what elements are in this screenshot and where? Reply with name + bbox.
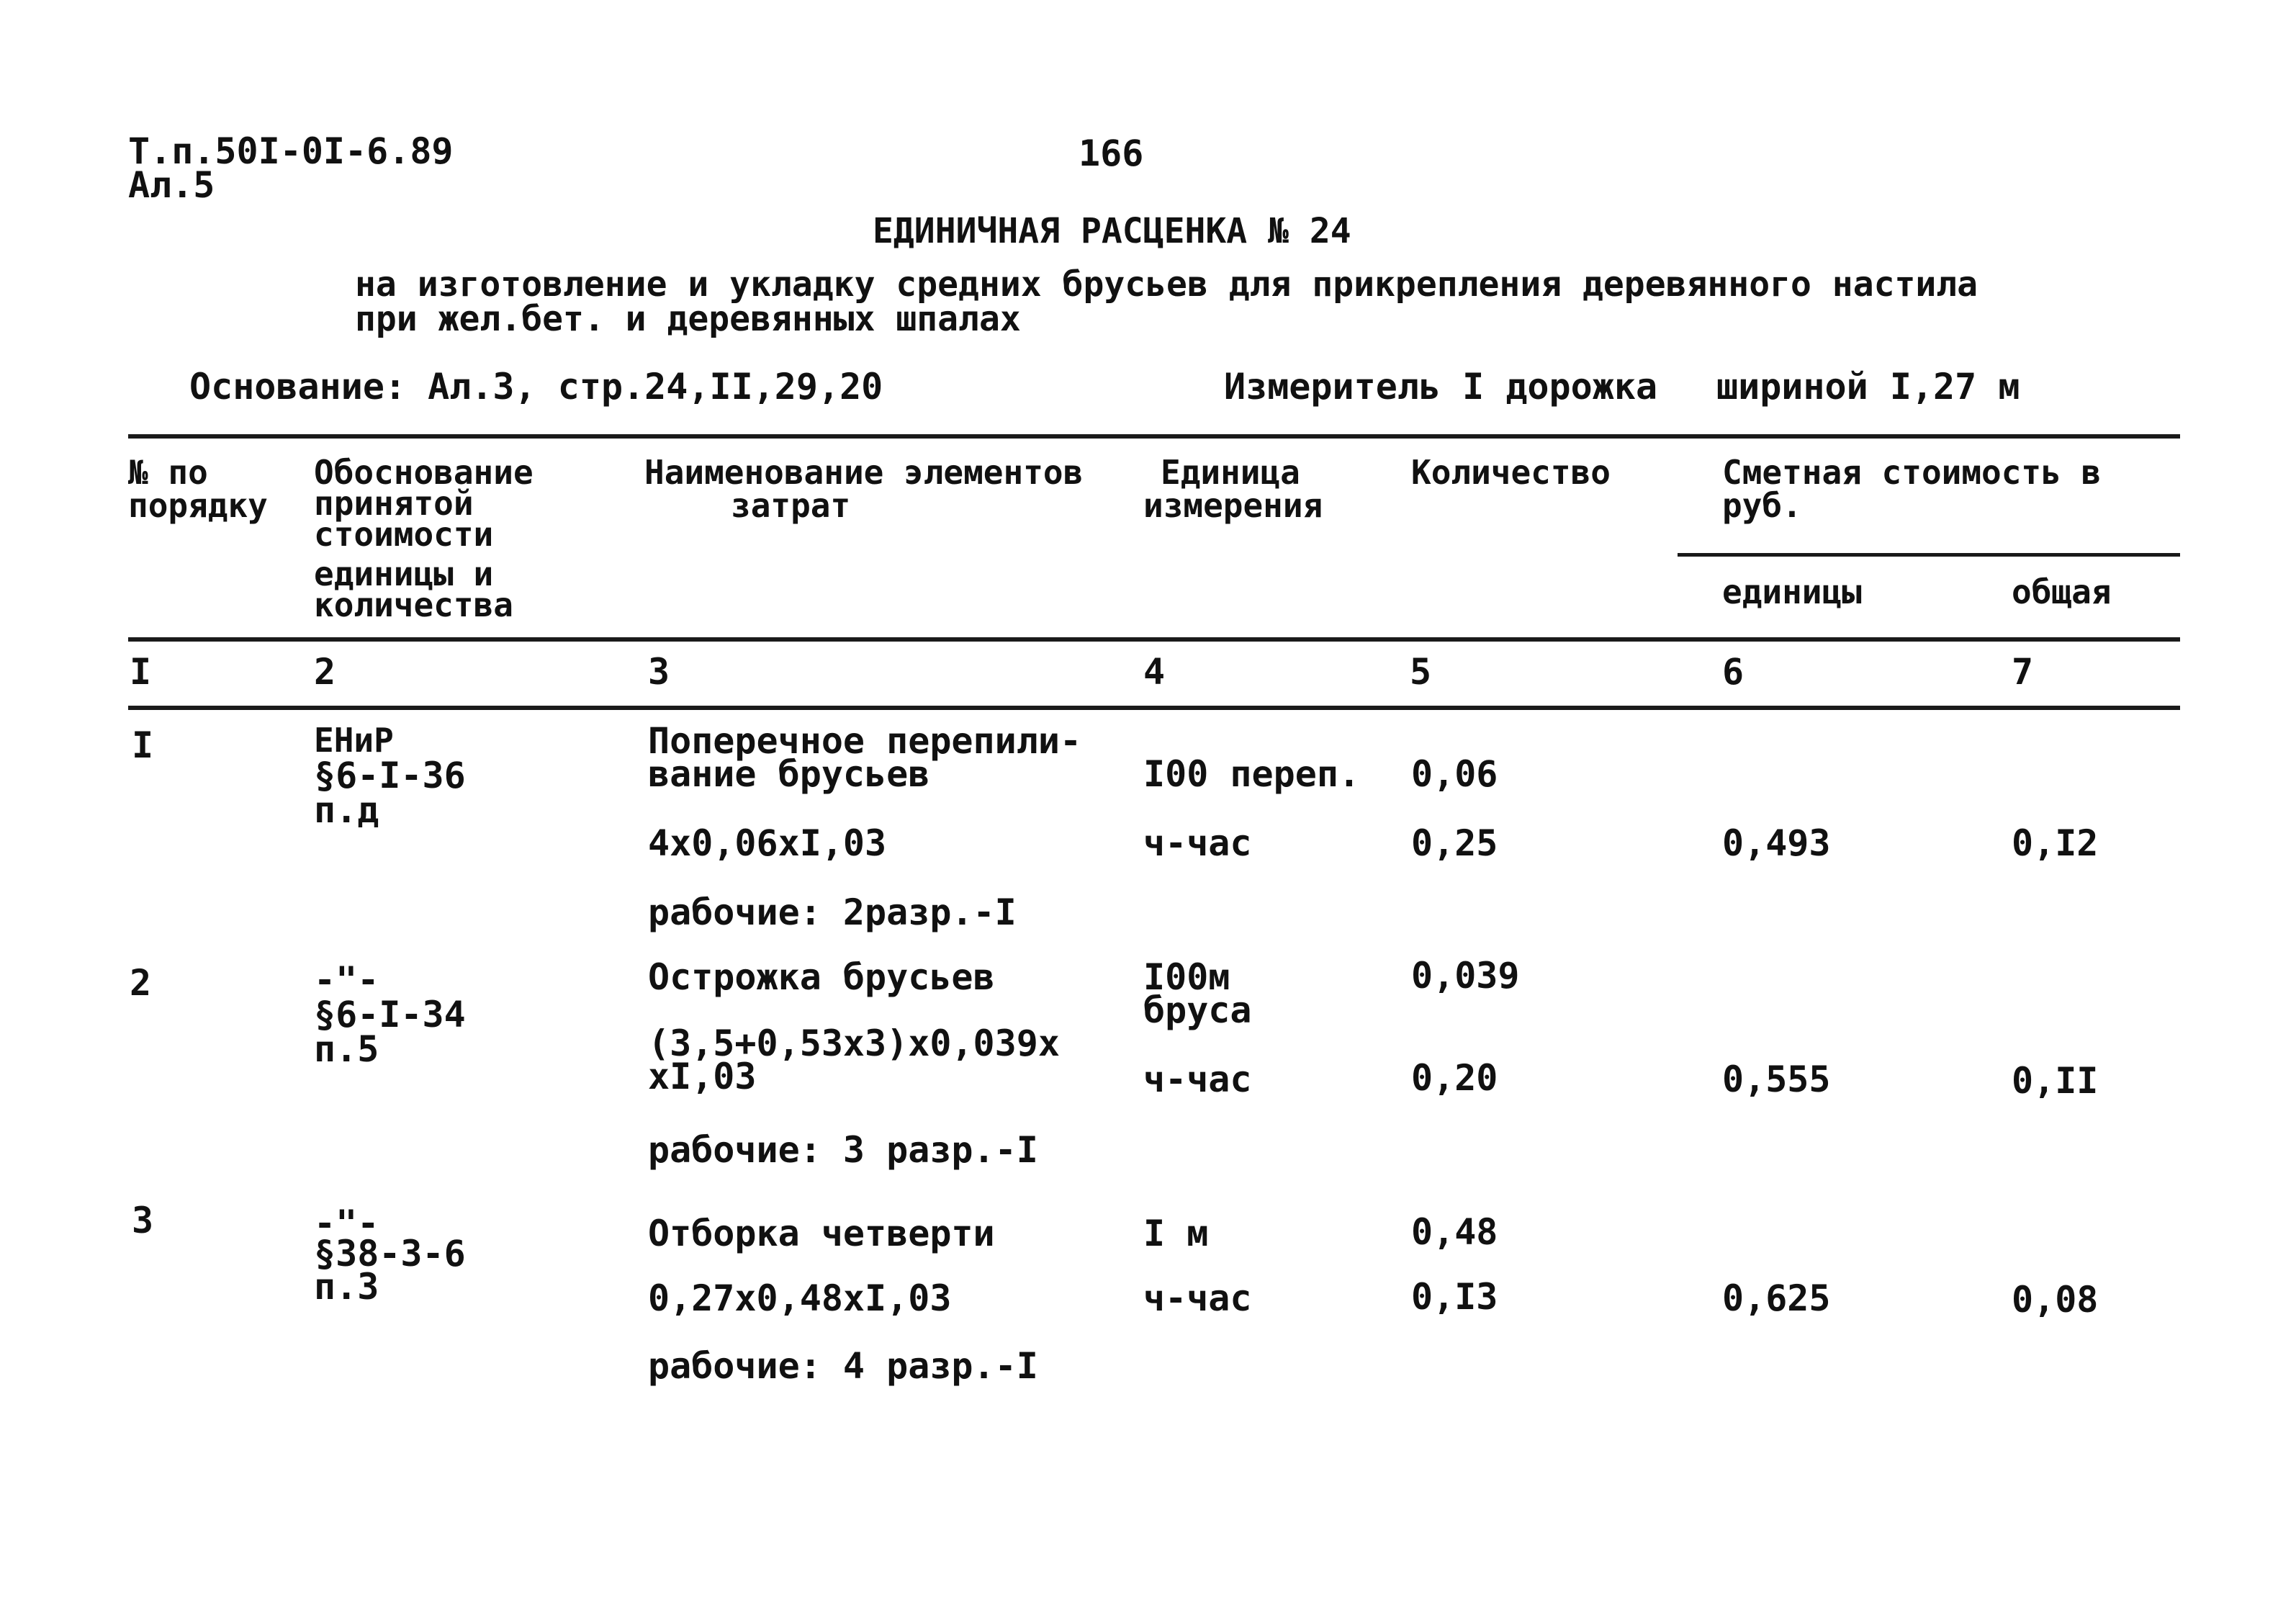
header-name-line2: затрат bbox=[731, 486, 851, 525]
row-basis-line1: -"- bbox=[314, 959, 379, 1001]
row-name-line2: вание брусьев bbox=[648, 753, 930, 795]
row-name-line1: Отборка четверти bbox=[648, 1213, 995, 1254]
row-calc-unit: ч-час bbox=[1143, 822, 1252, 864]
row-workers: рабочие: 4 разр.-I bbox=[648, 1345, 1038, 1387]
col-number-1: I bbox=[130, 651, 152, 693]
header-basis-line2: принятой bbox=[314, 484, 474, 523]
basis-line: Основание: Ал.3, стр.24,II,29,20 bbox=[189, 366, 883, 408]
row-unit: I м bbox=[1143, 1213, 1209, 1254]
col-number-5: 5 bbox=[1410, 651, 1432, 693]
row-total-cost: 0,II bbox=[2012, 1060, 2099, 1102]
album-label: Ал.5 bbox=[128, 164, 215, 206]
header-total-cost: общая bbox=[2012, 572, 2112, 611]
row-number: I bbox=[132, 724, 154, 766]
row-calc: 4х0,06хI,03 bbox=[648, 822, 887, 864]
track-width: шириной I,27 м bbox=[1716, 366, 2020, 408]
header-cost-group-line2: руб. bbox=[1722, 486, 1802, 525]
col-number-3: 3 bbox=[648, 651, 670, 693]
header-name-line1: Наименование элементов bbox=[644, 453, 1084, 492]
row-unit: I00 переп. bbox=[1143, 753, 1361, 795]
row-basis-line2: §38-3-6 bbox=[314, 1233, 466, 1275]
measure-unit: Измеритель I дорожка bbox=[1224, 366, 1658, 408]
col-number-6: 6 bbox=[1722, 651, 1744, 693]
header-quantity: Количество bbox=[1411, 453, 1611, 492]
document-code: Т.п.50I-0I-6.89 bbox=[128, 130, 454, 172]
header-basis-line1: Обоснование bbox=[314, 453, 534, 492]
header-unit-line2: измерения bbox=[1143, 486, 1323, 525]
row-number: 3 bbox=[132, 1200, 154, 1241]
row-unit-cost: 0,625 bbox=[1722, 1277, 1831, 1319]
cost-group-rule bbox=[1678, 553, 2180, 557]
page-number: 166 bbox=[1079, 132, 1144, 174]
row-basis-line2: §6-I-36 bbox=[314, 755, 466, 796]
header-unit-line1: Единица bbox=[1161, 453, 1300, 492]
row-calc-quantity: 0,20 bbox=[1411, 1057, 1498, 1099]
row-unit-line2: бруса bbox=[1143, 989, 1252, 1031]
row-basis-line3: п.3 bbox=[314, 1266, 379, 1308]
header-bottom-rule bbox=[128, 637, 2180, 642]
row-quantity: 0,06 bbox=[1411, 753, 1498, 795]
header-basis-line5: количества bbox=[314, 585, 513, 624]
row-basis-line1: -"- bbox=[314, 1203, 379, 1244]
document-title: ЕДИНИЧНАЯ РАСЦЕНКА № 24 bbox=[873, 211, 1351, 251]
subtitle-line-2: при жел.бет. и деревянных шпалах bbox=[355, 299, 1021, 339]
row-workers: рабочие: 3 разр.-I bbox=[648, 1129, 1038, 1171]
row-calc-unit: ч-час bbox=[1143, 1059, 1252, 1100]
row-total-cost: 0,08 bbox=[2012, 1279, 2099, 1321]
header-unit-cost: единицы bbox=[1722, 572, 1862, 611]
row-quantity: 0,48 bbox=[1411, 1211, 1498, 1253]
row-name-line1: Поперечное перепили- bbox=[648, 720, 1082, 762]
row-calc-line1: (3,5+0,53х3)х0,039х bbox=[648, 1023, 1060, 1064]
row-unit-cost: 0,555 bbox=[1722, 1059, 1831, 1100]
subtitle-line-1: на изготовление и укладку средних брусьев для прикрепления деревянного настила bbox=[355, 264, 1978, 305]
table-top-rule bbox=[128, 434, 2180, 439]
row-name-line1: Острожка брусьев bbox=[648, 956, 995, 998]
row-unit-line1: I00м bbox=[1143, 956, 1230, 998]
header-basis-line4: единицы и bbox=[314, 554, 494, 593]
row-basis-line3: п.5 bbox=[314, 1028, 379, 1070]
row-basis-line3: п.д bbox=[314, 789, 379, 831]
col-number-7: 7 bbox=[2012, 651, 2034, 693]
header-cost-group-line1: Сметная стоимость в bbox=[1722, 453, 2102, 492]
row-basis-line2: §6-I-34 bbox=[314, 994, 466, 1035]
header-num-line1: № по bbox=[128, 453, 208, 492]
row-workers: рабочие: 2разр.-I bbox=[648, 891, 1017, 933]
row-calc-line2: хI,03 bbox=[648, 1056, 757, 1097]
col-number-4: 4 bbox=[1143, 651, 1166, 693]
column-numbers-rule bbox=[128, 706, 2180, 710]
row-quantity: 0,039 bbox=[1411, 955, 1520, 997]
row-calc-quantity: 0,25 bbox=[1411, 822, 1498, 864]
header-basis-line3: стоимости bbox=[314, 515, 494, 554]
header-num-line2: порядку bbox=[128, 486, 268, 525]
row-number: 2 bbox=[130, 962, 152, 1004]
row-basis-line1: ЕНиР bbox=[314, 721, 394, 760]
row-total-cost: 0,I2 bbox=[2012, 822, 2099, 864]
row-unit-cost: 0,493 bbox=[1722, 822, 1831, 864]
row-calc-unit: ч-час bbox=[1143, 1277, 1252, 1319]
row-calc-quantity: 0,I3 bbox=[1411, 1276, 1498, 1318]
col-number-2: 2 bbox=[314, 651, 336, 693]
row-calc: 0,27х0,48хI,03 bbox=[648, 1277, 952, 1319]
